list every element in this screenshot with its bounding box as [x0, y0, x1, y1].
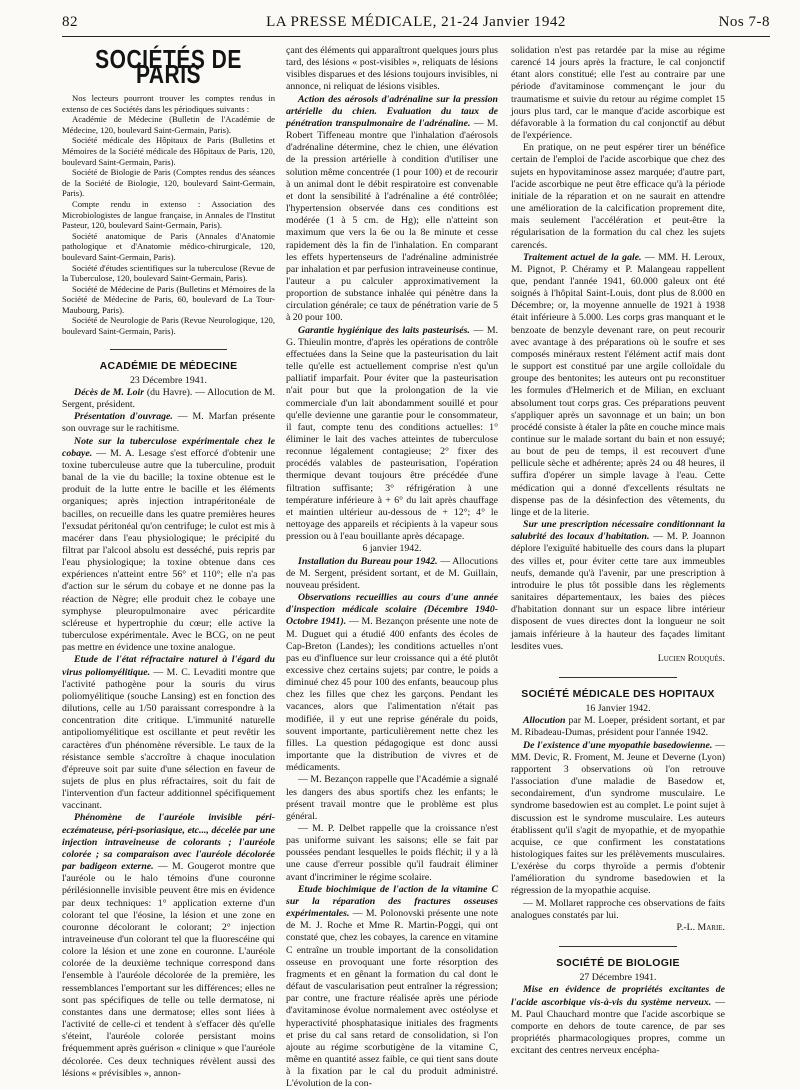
- article-body: — M. P. Delbet rappelle que la croissance n'est pas uniforme suivant les saisons; elle se fait par poussées pendant lesquelles le poids fléchit; il y a là une cause d'erreur possible qu'il faudrait éliminer avant d'incriminer le régime scolaire.: [286, 823, 498, 883]
- notice-paragraph: Société d'études scientifiques sur la tuberculose (Revue de la Tuberculose, 120, boulevard Saint-Germain, Paris).: [62, 262, 275, 284]
- notice-paragraph: Société de Biologie de Paris (Comptes rendus des séances de la Société de Biologie, 120, boulevard Saint-Germain, Paris).: [62, 167, 275, 199]
- article-title: De l'existence d'une myopathie basedowienne.: [523, 739, 713, 751]
- section-title: SOCIÉTÉ DE BIOLOGIE: [556, 957, 680, 970]
- section-date: 16 Janvier 1942.: [585, 703, 651, 715]
- article-title: Installation du Bureau pour 1942.: [298, 555, 438, 567]
- author-signature: P.-L. Marie.: [676, 921, 725, 933]
- article-body: — MM. H. Leroux, M. Pignot, P. Chéramy et P. Malangeau rappellent que, pendant l'année 1941, 60.000 galeux ont été soignés à l'hôpital Saint-Louis, dont plus de 8.000 en Décembre; or, la moyenne annuelle de 1921 à 1938 était inférieure à 5.000. Les corps gras manquant et le benzoate de benzyle devenant rare, on peut recourir avec avantage à des préparations où le soufre et ses composés minéraux restent l'élément actif mais dont le support est constitué par une argile colloïdale du groupe des bentonites; les auteurs ont pu reconstituer les formules d'Helmerich et de Milian, en excluant absolument tout corps gras. Ces préparations peuvent s'appliquer après un savonnage et un bain; un bon procédé consiste à étaler la pâte en couche mince mais continue sur le malade sortant du bain et non essuyé; au bout de peu de temps, il est recouvert d'une pellicule sèche et adhérente; après 24 ou 48 heures, il suffira d'opérer un simple lavage à l'eau. Cette médication qui a donné d'excellents résultats ne dispense pas de la désinfection des vêtements, du linge et de la literie.: [511, 251, 725, 518]
- article-paragraph: [62, 411, 275, 435]
- article-paragraph: [511, 898, 725, 922]
- section-date: 6 janvier 1942.: [362, 543, 422, 555]
- section-title-academie: ACADÉMIE DE MÉDECINE: [99, 359, 238, 372]
- article-title: Allocution: [523, 715, 566, 727]
- notice-paragraph: Compte rendu in extenso : Association des Microbiologistes de langue française, in Annales de l'Institut Pasteur, 120, boulevard Saint-Germain, Paris).: [62, 198, 275, 231]
- column-2: [286, 45, 499, 1090]
- column-2-body: [286, 45, 498, 1090]
- article-title: Note sur la tuberculose expérimentale chez le cobaye.: [62, 435, 275, 459]
- article-body: çant des éléments qui apparaîtront quelques jours plus tard, des lésions « post-visibles », reliquats de lésions visibles disparues et des lésions toujours invisibles, ni annonce, ni reliquat de lésions visibles.: [286, 45, 498, 93]
- article-paragraph: [286, 556, 498, 592]
- separator: [110, 349, 227, 350]
- column-1-body: [62, 387, 275, 1080]
- article-title: Action des aérosols d'adrénaline sur la pression artérielle du chien. Evaluation du taux de pénétration transpulmonaire de l'adrénaline.: [286, 93, 498, 129]
- notice-paragraph: Académie de Médecine (Bulletin de l'Académie de Médecine, 120, boulevard Saint-Germain, Paris).: [62, 114, 275, 135]
- article-body: — M. Polonovski présente une note de M. J. Roche et Mme R. Martin-Poggi, qui ont constaté que, chez les cobayes, la carence en vitamine C entraîne un trouble important de la consolidation osseuse en provoquant une forte résorption des fragments et en gênant la formation du cal dont le défaut de vascularisation peut entraîner la régression; par contre, une fracture réalisée après une période d'avitaminose évolue normalement avec ostéolyse et hyperactivité phosphatasique initiales des fragments et prise du cal sans retard de consolidation, si l'on ajoute au régime scorbutigène de la vitamine C, même en quantité assez faible, ce qui tient sans doute à la fixation par le cal du produit administré. L'évolution de la con-: [286, 908, 498, 1090]
- article-paragraph: [511, 519, 725, 653]
- article-body: — MM. Devic, R. Froment, M. Jeune et Deverne (Lyon) rapportent 3 observations où l'on retrouve l'association d'une maladie de Basedow et, secondairement, d'un syndrome musculaire. Le syndrome basedowien est au complet. Le point sujet à discussion est le syndrome musculaire. Les auteurs établissent qu'il s'agit de myopathie, et de myopathie acquise, ce que confirment les constatations histologiques faites sur les prélèvements musculaires. L'exérèse du corps thyroïde a permis d'obtenir l'amélioration du syndrome basedowien et la régression de la myopathie acquise.: [511, 739, 725, 897]
- column-1: [62, 45, 276, 1079]
- page-title: SOCIÉTÉS DE PARIS: [95, 45, 242, 90]
- article-body: — Allocutions de M. Sergent, président sortant, et de M. Guillain, nouveau président.: [286, 555, 498, 591]
- article-body: En pratique, on ne peut espérer tirer un bénéfice certain de l'emploi de l'acide ascorbique que chez des sujets en hypovitaminose assez marquée; d'autre part, l'acide ascorbique ne peut être efficace qu'à la période initiale de la réparation et on ne saurait en attendre une amélioration de la calcification proprement dite, mais seulement l'accélération et peut-être la régularisation de la formation du cal chez les sujets carencés.: [511, 142, 725, 251]
- article-paragraph: [62, 436, 275, 655]
- article-title: Sur une prescription nécessaire conditionnant la salubrité des locaux d'habitation.: [511, 519, 725, 543]
- article-body: — M. Marfan présente son ouvrage sur le rachitisme.: [62, 411, 275, 435]
- notice-paragraph: Nos lecteurs pourront trouver les comptes rendus in extenso de ces Sociétés dans les périodiques suivants :: [62, 93, 275, 114]
- notice-paragraph: Société de Neurologie de Paris (Revue Neurologique, 120, boulevard Saint-Germain, Paris).: [62, 315, 275, 337]
- article-paragraph: [286, 774, 498, 823]
- article-title: Décès de M. Loir: [74, 386, 145, 398]
- article-body: — M. C. Levaditi montre que l'activité pathogène pour la souris du virus poliomyélitique (souche Lansing) est en fonction des dilutions, celle au 1/50 paraissant correspondre à la concentration dite critique. L'immunité naturelle antipoliomyélitique est oscillante et peut revêtir les caractères d'un phénomène réversible. Le taux de la résistance semble s'accroître à chaque inoculation d'épreuve soit par suite d'une sélection en faveur de sujets de plus en plus réfractaires, soit du fait de l'intervention d'un facteur additionnel spécifiquement vaccinant.: [62, 666, 275, 812]
- journal-title: LA PRESSE MÉDICALE, 21-24 Janvier 1942: [266, 14, 566, 30]
- article-paragraph: [511, 740, 725, 898]
- article-paragraph: [511, 984, 725, 1057]
- article-paragraph: [286, 94, 498, 325]
- article-title: Mise en évidence de propriétés excitantes de l'acide ascorbique vis-à-vis du système nerveux.: [511, 984, 725, 1008]
- article-paragraph: [286, 325, 498, 544]
- article-body: (du Havre). — Allocution de M. Sergent, président.: [62, 386, 276, 411]
- separator: [559, 946, 677, 947]
- issue-number: Nos 7-8: [718, 14, 770, 30]
- article-title: Garantie hygiénique des laits pasteurisés.: [298, 324, 470, 336]
- notice-paragraph: Société médicale des Hôpitaux de Paris (Bulletins et Mémoires de la Société médicale des Hôpitaux de Paris, 120, boulevard Saint-Germain, Paris).: [62, 135, 275, 167]
- article-title: Traitement actuel de la gale.: [523, 251, 642, 263]
- article-body: par M. Loeper, président sortant, et par M. Ribadeau-Dumas, président pour l'année 1942.: [511, 715, 725, 739]
- article-title: Etude biochimique de l'action de la vitamine C sur la réparation des fractures osseuses expérimentales.: [286, 883, 498, 920]
- section-date: 27 Décembre 1941.: [579, 972, 657, 984]
- article-paragraph: [62, 387, 275, 411]
- section-title: SOCIÉTÉ MÉDICALE DES HOPITAUX: [521, 687, 715, 700]
- article-body: — M. Bezançon rappelle que l'Académie a signalé les dangers des abus sportifs chez les enfants; le présent travail montre que le problème est plus général.: [286, 774, 498, 822]
- article-title: Observations recueillies au cours d'une année d'inspection médicale scolaire (Décembre 1940-Octobre 1941).: [286, 592, 498, 628]
- article-body: — M. Paul Chauchard montre que l'acide ascorbique se comporte en dehors de toute carence, de par ses propriétés pharmacologiques propres, comme un excitant des centres nerveux encépha-: [511, 996, 725, 1057]
- article-title: Etude de l'état réfractaire naturel à l'égard du virus poliomyélitique.: [62, 654, 275, 678]
- page-header: [62, 14, 770, 34]
- article-paragraph: [62, 654, 275, 812]
- article-paragraph: [511, 142, 725, 251]
- column-3: [511, 45, 725, 1074]
- separator: [559, 677, 677, 678]
- article-body: — M. A. Lesage s'est efforcé d'obtenir une toxine tuberculeuse autre que la tuberculine, produit banal de la vie du bacille; la toxine obtenue est le produit de la lutte entre le bacille et les éléments organiques; après injection intrapéritonéale de bacilles, on recueille dans les quatre premières heures l'exsudat péritonéal qu'on centrifuge; le culot est mis à macérer dans l'eau physiologique; le précipité du filtrat par l'alcool absolu est desséché, puis repris par l'eau physiologique; la toxine obtenue dans ces expériences n'atteint entre 56° et 110°; elle n'a pas d'action sur le sérum du cobaye et ne donne pas la réaction de Nègre; elle produit chez le cobaye une symphyse pleuropulmonaire avec péricardite scléreuse et hypertrophie du cœur; elle active la tuberculose expérimentale. Avec le BCG, on ne peut pas mettre en évidence une toxine analogue.: [62, 447, 276, 654]
- section-date: 23 Décembre 1941.: [130, 374, 207, 386]
- article-paragraph: [286, 823, 498, 884]
- notice-block: [62, 93, 275, 337]
- notice-paragraph: Société de Médecine de Paris (Bulletins et Mémoires de la Société de Médecine de Paris, 60, boulevard de La Tour-Maubourg, Paris).: [62, 283, 275, 315]
- article-body: — M. Gougerot montre que l'auréole ou le halo témoins d'une couronne périlésionnelle invisible peuvent être mis en évidence par deux techniques: 1° application externe d'un colorant tel que l'éosine, la lésion et une zone en couronne décolorant le colorant; 2° injection intraveineuse d'un colorant tel que la fluorescéine qui colore la lésion et une zone en couronne. L'auréole colorée de la deuxième technique correspond dans l'ensemble à l'auréole décolorée de la première, les ressemblances l'emportant sur les différences; elles ne sont pas spécifiques de telle ou telle dermatose, ni constantes dans une dermatose; elles sont liées à l'activité de celle-ci et tendent à s'effacer dès qu'elle s'éteint, l'auréole colorée persistant moins fréquemment après guérison « clinique » que l'auréole décolorée. Ces deux techniques révèlent aussi des lésions « prévisibles », annon-: [62, 861, 275, 1079]
- article-paragraph: [511, 45, 725, 142]
- column-3-body: [511, 45, 725, 1057]
- article-paragraph: [286, 884, 498, 1090]
- article-title: Présentation d'ouvrage.: [74, 411, 173, 423]
- article-title: Phénomène de l'auréole invisible péri-eczémateuse, péri-psoriasique, etc..., décelée par une injection intraveineuse de colorants ; l'auréole colorée ; sa comparaison avec l'auréole décolorée par badigeon externe.: [62, 812, 275, 873]
- article-body: — M. G. Thieulin montre, d'après les opérations de contrôle effectuées dans la Seine que la pasteurisation du lait telle qu'elle est actuellement comprise n'est qu'un palliatif imparfait. Pour éviter que la pasteurisation n'ait pour but que la prolongation de la vie commerciale d'un lait abondamment souillé et pour qu'elle devienne une garantie pour le consommateur, il faut, compte tenu des conditions actuelles: 1° éliminer le lait des vaches atteintes de tuberculose reconnue légalement contagieuse; 2° fixer des procédés valables de pasteurisation, l'opération thermique devant toujours être précédée d'une filtration suffisante; 3° réfrigération à une température inférieure à + 6° du lait après chauffage et maintien ultérieur au-dessous de + 12°; 4° le nettoyage des appareils et récipients à la vapeur sous pression ou à l'eau bouillante après décapage.: [286, 324, 499, 543]
- notice-paragraph: Société anatomique de Paris (Annales d'Anatomie pathologique et d'Anatomie médico-chirurgicale, 120, boulevard Saint-Germain, Paris).: [62, 230, 275, 262]
- header-rule: [62, 36, 770, 37]
- article-paragraph: [511, 715, 725, 739]
- article-paragraph: [511, 252, 725, 519]
- article-body: solidation n'est pas retardée par la mise au régime carencé 14 jours après la fracture, le cal conjonctif étant alors constitué; elle l'est au contraire par une période d'avitaminose commençant le jour du traumatisme et suivie du retour au régime complet 15 jours plus tard, car le manque d'acide ascorbique est défavorable à la formation du cal conjonctif au début de l'expérience.: [511, 45, 725, 142]
- article-paragraph: [286, 592, 498, 774]
- author-signature: Lucien Rouquès.: [657, 652, 725, 664]
- article-body: — M. Mollaret rapproche ces observations de faits analogues constatés par lui.: [511, 897, 725, 921]
- article-body: — M. Robert Tiffeneau montre que l'inhalation d'aérosols d'adrénaline détermine, chez le chien, une élévation de la pression artérielle à condition d'utiliser une solution même concentrée (1 pour 100) et de recourir à un animal dont le débit respiratoire est convenable et dont la sensibilité à l'adrénaline a été contrôlée; l'hypertension observée dans ces conditions est modérée (1 à 5 cm. de Hg); elle n'atteint son maximum que vers la 6e ou la 8e minute et cesse rapidement dès la fin de l'inhalation. En comparant les effets hypertenseurs de l'adrénaline administrée par inhalation et par perfusion intraveineuse continue, l'auteur a pu calculer approximativement la proportion de substance inhalée qui pénètre dans la circulation générale; ce taux de pénétration varie de 5 à 20 pour 100.: [286, 117, 499, 324]
- article-body: — M. P. Joannon déplore l'exiguïté habituelle des cours dans la plupart des villes et, pour éviter cette tare aux immeubles neufs, demande qu'à l'avenir, par une prescription à introduire le plus tôt possible dans les règlements sanitaires départementaux, les baies des pièces d'habitation donnant sur un espace libre intérieur disposent de vues directes dont la longueur ne soit jamais inférieure à la hauteur des façades limitant lesdites vues.: [511, 531, 725, 652]
- article-paragraph: [286, 45, 498, 94]
- page-number: 82: [62, 14, 78, 30]
- article-body: — M. Bezançon présente une note de M. Duguet qui a étudié 400 enfants des écoles de Cap-Breton (Landes); les conditions actuelles n'ont pas eu d'influence sur leur croissance qui a été plutôt excessive chez certains sujets; par contre, le poids a diminué chez 45 pour 100 des enfants, beaucoup plus chez les filles que chez les garçons. Pendant les vacances, alors que l'alimentation n'était pas modifiée, il y eut une reprise générale du poids, souvent importante, particulièrement nette chez les filles. La question pédagogique est donc aussi importante que la distribution de vivres et de médicaments.: [286, 616, 499, 774]
- article-paragraph: [62, 812, 275, 1079]
